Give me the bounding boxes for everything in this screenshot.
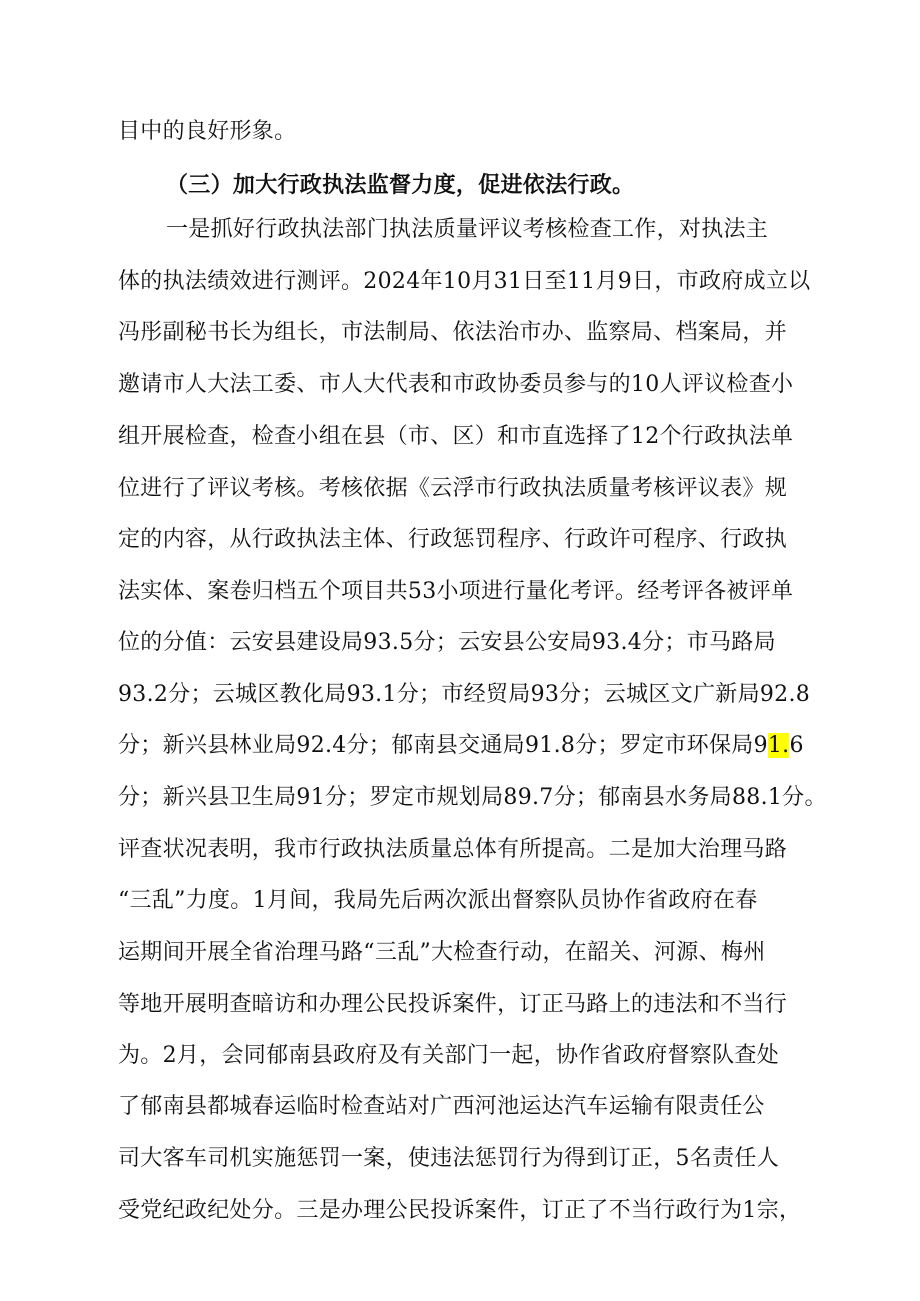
paragraph-line: 位进行了评议考核。考核依据《云浮市行政执法质量考核评议表》规 [118,476,788,501]
section-heading: （三）加大行政执法监督力度，促进依法行政。 [166,172,635,198]
paragraph-line [118,731,804,761]
paragraph-line: 组开展检查，检查小组在县（市、区）和市直选择了12个行政执法单 [118,424,794,449]
paragraph-line: 等地开展明查暗访和办理公民投诉案件，订正马路上的违法和不当行 [118,992,788,1017]
paragraph-line: 运期间开展全省治理马路“三乱”大检查行动，在韶关、河源、梅州 [118,940,766,965]
paragraph-line: 一是抓好行政执法部门执法质量评议考核检查工作，对执法主 [166,217,769,242]
paragraph-line: 目中的良好形象。 [118,119,297,144]
paragraph-line: 分；新兴县卫生局91分；罗定市规划局89.7分；郁南县水务局88.1分。 [118,785,827,810]
line-text: 分；新兴县林业局92.4分；郁南县交通局91.8分；罗定市环保局9 [118,733,768,758]
paragraph-line: 司大客车司机实施惩罚一案，使违法惩罚行为得到订正，5名责任人 [118,1146,779,1171]
paragraph-line: 为。2月，会同郁南县政府及有关部门一起，协作省政府督察队查处 [118,1043,779,1068]
paragraph-line: 体的执法绩效进行测评。2024年10月31日至11月9日，市政府成立以 [118,269,811,294]
line-text: 6 [789,733,804,758]
paragraph-line: 邀请市人大法工委、市人大代表和市政协委员参与的10人评议检查小 [118,372,794,397]
paragraph-line: 冯彤副秘书长为组长，市法制局、依法治市办、监察局、档案局，并 [118,320,788,345]
paragraph-line: 定的内容，从行政执法主体、行政惩罚程序、行政许可程序、行政执 [118,527,788,552]
paragraph-line: 了郁南县都城春运临时检查站对广西河池运达汽车运输有限责任公 [118,1094,765,1119]
highlighted-text: 1. [767,733,790,758]
paragraph-line: 93.2分；云城区教化局93.1分；市经贸局93分；云城区文广新局92.8 [118,682,811,707]
paragraph-line: 受党纪政纪处分。三是办理公民投诉案件，订正了不当行政行为1宗， [118,1198,802,1223]
paragraph-line: 评查状况表明，我市行政执法质量总体有所提高。二是加大治理马路 [118,837,788,862]
paragraph-line: 位的分值：云安县建设局93.5分；云安县公安局93.4分；市马路局 [118,630,776,655]
paragraph-line: 法实体、案卷归档五个项目共53小项进行量化考评。经考评各被评单 [118,579,794,604]
paragraph-line: “三乱”力度。1月间，我局先后两次派出督察队员协作省政府在春 [118,888,758,913]
